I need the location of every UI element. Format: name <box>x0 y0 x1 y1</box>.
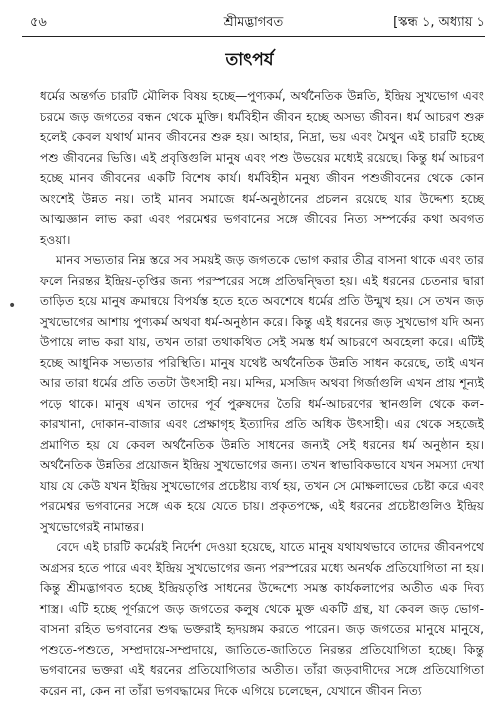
chapter-reference: [স্কন্ধ ১, অধ্যায় ১ <box>393 15 485 30</box>
purport-body <box>40 86 484 701</box>
paragraph-3-text: বেদে এই চারটি কর্মেরই নির্দেশ দেওয়া হয়েছে, যাতে মানুষ যথাযথভাবে তাদের জীবনপথে অগ্রসর হতে পারে এবং ইন্দ্রিয় সুখভোগের জন্য পরস্পরের মধ্যে অনর্থক প্রতিযোগিতা না হয়। কিন্তু শ্রীমদ্ভাগবত হচ্ছে ইন্দ্রিয়তৃপ্তি সাধনের উদ্দেশ্যে সমস্ত কার্যকলাপের অতীত এক দিব্য শাস্ত্র। এটি হচ্ছে পূর্ণরূপে জড় জগতের কলুষ থেকে মুক্ত একটি গ্রন্থ, যা কেবল জড় ভোগ-বাসনা রহিত ভগবানের শুদ্ধ ভক্তরাই হৃদয়ঙ্গম করতে পারেন। জড় জগতের মানুষে মানুষে, পশুতে-পশুতে, সম্প্রদায়ে-সম্প্রদায়ে, জাতিতে-জাতিতে নিরন্তর প্রতিযোগিতা হচ্ছে। কিন্তু ভগবানের ভক্তরা এই ধরনের প্রতিযোগিতার অতীত। তাঁরা জড়বাদীদের সঙ্গে প্রতিযোগিতা করেন না, কেন না তাঁরা ভগবদ্ধামের দিকে এগিয়ে চলেছেন, যেখানে জীবন নিত্য <box>40 540 484 698</box>
paragraph-2 <box>40 250 484 537</box>
paragraph-1 <box>40 86 484 250</box>
margin-mark: • <box>8 298 17 314</box>
running-header <box>22 12 485 37</box>
paragraph-3 <box>40 537 484 701</box>
paragraph-1-text: ধর্মের অন্তর্গত চারটি মৌলিক বিষয় হচ্ছে—পুণ্যকর্ম, অর্থনৈতিক উন্নতি, ইন্দ্রিয় সুখভোগ এবং চরমে জড় জগতের বন্ধন থেকে মুক্তি। ধর্মবিহীন জীবন হচ্ছে অসভ্য জীবন। ধর্ম আচরণ শুরু হলেই কেবল যথার্থ মানব জীবনের শুরু হয়। আহার, নিদ্রা, ভয় এবং মৈথুন এই চারটি হচ্ছে পশু জীবনের ভিত্তি। এই প্রবৃত্তিগুলি মানুষ এবং পশু উভয়ের মধ্যেই রয়েছে। কিন্তু ধর্ম আচরণ হচ্ছে মানব জীবনের একটি বিশেষ কার্য। ধর্মবিহীন মনুষ্য জীবন পশুজীবনের থেকে কোন অংশেই উন্নত নয়। তাই মানব সমাজে ধর্ম-অনুষ্ঠানের প্রচলন রয়েছে যার উদ্দেশ্য হচ্ছে আত্মজ্ঞান লাভ করা এবং পরমেশ্বর ভগবানের সঙ্গে জীবের নিত্য সম্পর্কের কথা অবগত হওয়া। <box>40 89 484 247</box>
book-title: শ্রীমদ্ভাগবত <box>223 15 284 30</box>
section-heading: তাৎপর্য <box>225 50 274 70</box>
page-number: ৫৬ <box>30 15 47 30</box>
paragraph-2-text: মানব সভ্যতার নিম্ন স্তরে সব সময়ই জড় জগতকে ভোগ করার তীব্র বাসনা থাকে এবং তার ফলে নিরন্তর ইন্দ্রিয়-তৃপ্তির জন্য পরস্পরের সঙ্গে প্রতিদ্বন্দ্বিতা হয়। এই ধরনের চেতনার দ্বারা তাড়িত হয়ে মানুষ ক্রমান্বয়ে বিপর্যস্ত হতে হতে অবশেষে ধর্মের প্রতি উন্মুখ হয়। সে তখন জড় সুখভোগের আশায় পুণ্যকর্ম অথবা ধর্ম-অনুষ্ঠান করে। কিন্তু এই ধরনের জড় সুখভোগ যদি অন্য উপায়ে লাভ করা যায়, তখন তারা তথাকথিত সেই সমস্ত ধর্ম আচরণে অবহেলা করে। এটিই হচ্ছে আধুনিক সভ্যতার পরিস্থিতি। মানুষ যথেষ্ট অর্থনৈতিক উন্নতি সাধন করেছে, তাই এখন আর তারা ধর্মের প্রতি ততটা উৎসাহী নয়। মন্দির, মসজিদ অথবা গির্জাগুলি এখন প্রায় শূন্যই পড়ে থাকে। মানুষ এখন তাদের পূর্ব পুরুষদের তৈরি ধর্ম-আচরণের স্থানগুলি থেকে কল-কারখানা, দোকান-বাজার এবং প্রেক্ষাগৃহ ইত্যাদির প্রতি অধিক উৎসাহী। এর থেকে সহজেই প্রমাণিত হয় যে কেবল অর্থনৈতিক উন্নতি সাধনের জন্যই সেই ধরনের ধর্ম অনুষ্ঠান হয়। অর্থনৈতিক উন্নতির প্রয়োজন ইন্দ্রিয় সুখভোগের জন্য। তখন স্বাভাবিকভাবে যখন সমস্যা দেখা যায় যে কেউ যখন ইন্দ্রিয় সুখভোগের প্রচেষ্টায় ব্যর্থ হয়, তখন সে মোক্ষলাভের চেষ্টা করে এবং পরমেশ্বর ভগবানের সঙ্গে এক হয়ে যেতে চায়। প্রকৃতপক্ষে, এই ধরনের প্রচেষ্টাগুলিও ইন্দ্রিয় সুখভোগেরই নামান্তর। <box>40 253 484 534</box>
